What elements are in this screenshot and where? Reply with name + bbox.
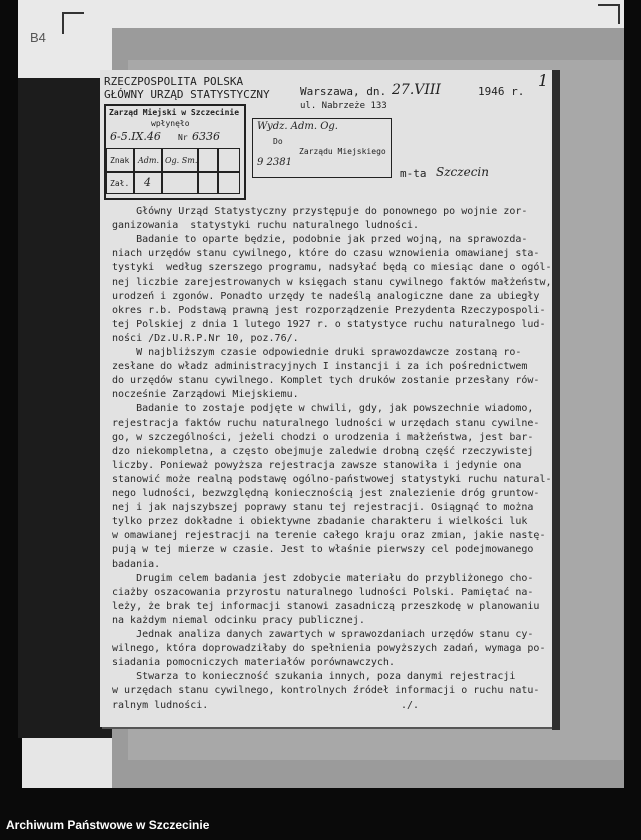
stamp-received-label: wpłynęło	[151, 119, 190, 128]
stamp-zal-label: Zał.	[110, 179, 130, 188]
body-line: Badanie to zostaje podjęte w chwili, gdy, jak powszechnie wiadomo,	[112, 403, 534, 415]
body-line: Jednak analiza danych zawartych w sprawozdaniach urzędów stanu cy-	[112, 629, 534, 640]
address: ul. Nabrzeże 133	[300, 101, 387, 111]
body-line: Główny Urząd Statystyczny przystępuje do ponownego po wojnie zor-	[112, 206, 528, 217]
letterhead-org-2: GŁÓWNY URZĄD STATYSTYCZNY	[104, 88, 270, 101]
body-line: ności /Dz.U.R.P.Nr 10, poz.76/.	[112, 332, 299, 344]
stamp-znak-value: Og. Sm.	[165, 156, 198, 165]
body-line: stanowić może realną podstawę ogólno-państwowej statystyki ruchu natural-	[112, 473, 552, 485]
stamp-recipient: Zarządu Miejskiego	[299, 147, 386, 156]
stamp-title: Zarząd Miejski w Szczecinie	[109, 108, 240, 117]
stamp-zal-value: 4	[144, 176, 151, 189]
received-stamp	[104, 104, 246, 200]
page-number-mark: 1	[538, 71, 549, 90]
body-line: nej i jak najszybszej poprawy stanu tej rejestracji. Osiągnąć to można	[112, 502, 534, 514]
body-line: ganizowania statystyki ruchu naturalnego ludności.	[112, 220, 420, 232]
body-line: wilnego, która doprowadziłaby do spełnienia powyższych zadań, wymaga po-	[112, 643, 546, 655]
stamp-to-label: Do	[273, 137, 283, 146]
stamp-date: 6-5.IX.46	[110, 130, 161, 143]
body-line: ciażby oszacowania przyrostu naturalnego ludności Polski. Pamiętać na-	[112, 586, 534, 598]
archive-footer: Archiwum Państwowe w Szczecinie	[6, 818, 210, 832]
body-line: siadania pomocniczych materiałów porównawczych.	[112, 657, 395, 669]
body-line: urodzeń i zgonów. Ponadto urzędy te nadeślą analogiczne dane za ubiegły	[112, 290, 540, 302]
body-line: okres r.b. Podstawą prawną jest rozporządzenie Prezydenta Rzeczypospoli-	[112, 304, 546, 316]
body-line: na każdym niemal odcinku pracy publicznej.	[112, 614, 365, 626]
body-line: ralnym ludności. ./.	[112, 699, 420, 711]
body-line: tej Polskiej z dnia 1 lutego 1927 r. o statystyce ruchu naturalnego lud-	[112, 318, 546, 330]
place-label: Warszawa, dn.	[300, 85, 387, 98]
handwritten-date: 27.VIII	[392, 82, 441, 98]
stamp-znak-label: Znak	[110, 156, 130, 165]
body-line: Badanie to oparte będzie, podobnie jak przed wojną, na sprawozda-	[112, 234, 528, 246]
city-handwritten: Szczecin	[436, 165, 489, 179]
body-line: W najbliższym czasie odpowiednie druki sprawozdawcze zostaną ro-	[112, 347, 522, 358]
body-line: liczby. Ponieważ powyższa rejestracja zawsze stanowiła i jedynie ona	[112, 459, 522, 471]
body-line: badania.	[112, 558, 161, 570]
stamp-number: 9 2381	[257, 157, 292, 168]
letterhead-org-1: RZECZPOSPOLITA POLSKA	[104, 75, 244, 88]
addressee-stamp	[252, 118, 392, 178]
body-line: do urzędów stanu cywilnego. Komplet tych druków zostanie przesłany rów-	[112, 375, 540, 387]
body-line: w omawianej rejestracji na terenie całego kraju oraz zmian, jakie nastę-	[112, 530, 546, 542]
body-line: nej liczbie zarejestrowanych w księgach stanu cywilnego faktów małżeństw,	[112, 276, 552, 288]
body-line: Stwarza to konieczność szukania innych, poza danymi rejestracji	[112, 671, 516, 683]
page-edge	[552, 70, 560, 730]
body-line: tystyki według szerszego programu, nadsyłać będą co miesiąc dane o ogól-	[112, 262, 552, 274]
body-line: nego ludności, bezwzględną koniecznością jest znalezienie dróg gruntow-	[112, 488, 540, 499]
body-line: go, w szczególności, jeżeli chodzi o urodzenia i małżeństwa, jest bar-	[112, 431, 534, 443]
body-line: w urzędach stanu cywilnego, kontrolnych źródeł informacji o ruchu natu-	[112, 685, 540, 697]
stamp-dept: Wydz. Adm. Og.	[257, 121, 338, 132]
body-line: leży, że brak tej informacji stanowi zasadniczą przeszkodę w planowaniu	[112, 600, 540, 612]
city-label: m-ta	[400, 167, 427, 180]
body-line: zesłane do władz administracyjnych I instancji i za ich pośrednictwem	[112, 361, 528, 373]
crop-mark	[62, 12, 84, 34]
body-line: tylko przez dokładne i obiektywne zbadanie charakteru i wielkości luk	[112, 516, 528, 528]
stamp-znak-value: Adm.	[138, 156, 160, 165]
body-line: nocześnie Zarządowi Miejskiemu.	[112, 389, 299, 401]
crop-mark	[598, 4, 620, 24]
stamp-nr: 6336	[192, 130, 220, 143]
year: 1946 r.	[478, 85, 525, 98]
body-line: rejestracja faktów ruchu naturalnego ludności w urzędach stanu cywilne-	[112, 417, 540, 429]
body-line: dzo niekompletna, a często obejmuje zaledwie drobną część rzeczywistej	[112, 445, 534, 457]
body-line: pują w tej mierze w czasie. Jest to właśnie pierwszy cel podejmowanego	[112, 544, 534, 556]
reference-mark: B4	[30, 30, 46, 45]
body-line: Drugim celem badania jest zdobycie materiału do przybliżonego cho-	[112, 572, 534, 584]
stamp-nr-label: Nr	[178, 133, 188, 142]
body-line: niach urzędów stanu cywilnego, które do czasu wznowienia omawianej sta-	[112, 248, 540, 260]
